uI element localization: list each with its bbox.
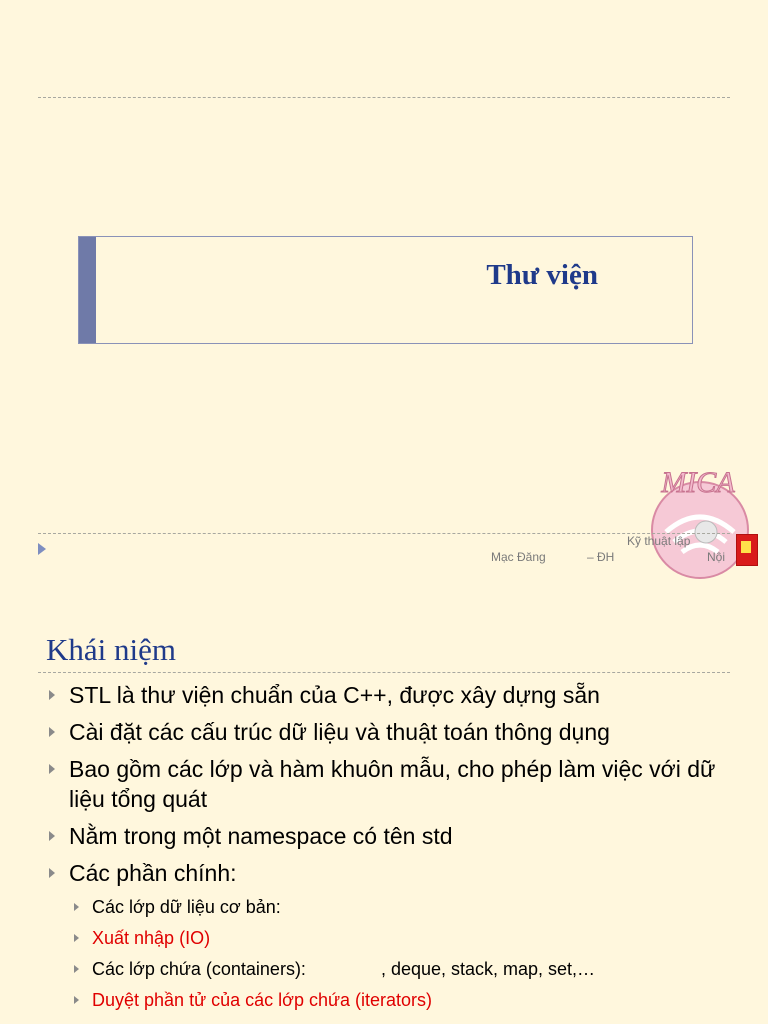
list-item: Nằm trong một namespace có tên std [0,821,729,851]
bullet-arrow-icon [49,868,55,878]
bullet-arrow-icon [49,831,55,841]
list-item: Bao gồm các lớp và hàm khuôn mẫu, cho phép làm việc với dữ liệu tổng quát [0,754,729,814]
section-heading: Khái niệm [46,632,176,667]
slide-2 [0,600,768,1024]
sub-bullet-arrow-icon [74,903,79,911]
bullet-arrow-icon [49,727,55,737]
title-box [78,236,693,344]
footer-course: Kỹ thuật lập [627,534,691,548]
sub-list-item: Duyệt phần tử của các lớp chứa (iterators) [0,988,768,1012]
footer-author: Mạc Đăng [491,550,546,564]
bullet-list [0,680,768,1019]
mica-logo-icon [646,462,750,582]
sub-list-item: Các lớp dữ liệu cơ bản: [0,895,768,919]
footer-dh: – ĐH [587,550,615,564]
list-item: Cài đặt các cấu trúc dữ liệu và thuật toán thông dụng [0,717,729,747]
heading-divider [38,672,730,673]
sub-bullet-arrow-icon [74,996,79,1004]
book-icon [736,534,758,566]
slide-title: Thư viện [486,259,598,291]
bullet-arrow-icon [49,764,55,774]
sub-bullet-arrow-icon [74,965,79,973]
sub-list-item: Các lớp chứa (containers): , deque, stack, map, set,… [0,957,768,981]
list-item: STL là thư viện chuẩn của C++, được xây dựng sẵn [0,680,729,710]
sub-bullet-arrow-icon [74,934,79,942]
footer-noi: Nội [707,550,726,564]
sub-list-item: Xuất nhập (IO) [0,926,768,950]
list-item: Các phần chính: [0,858,729,888]
bullet-arrow-icon [38,543,46,555]
top-divider [38,97,730,98]
logo-text: MICA [661,466,735,499]
bullet-arrow-icon [49,690,55,700]
